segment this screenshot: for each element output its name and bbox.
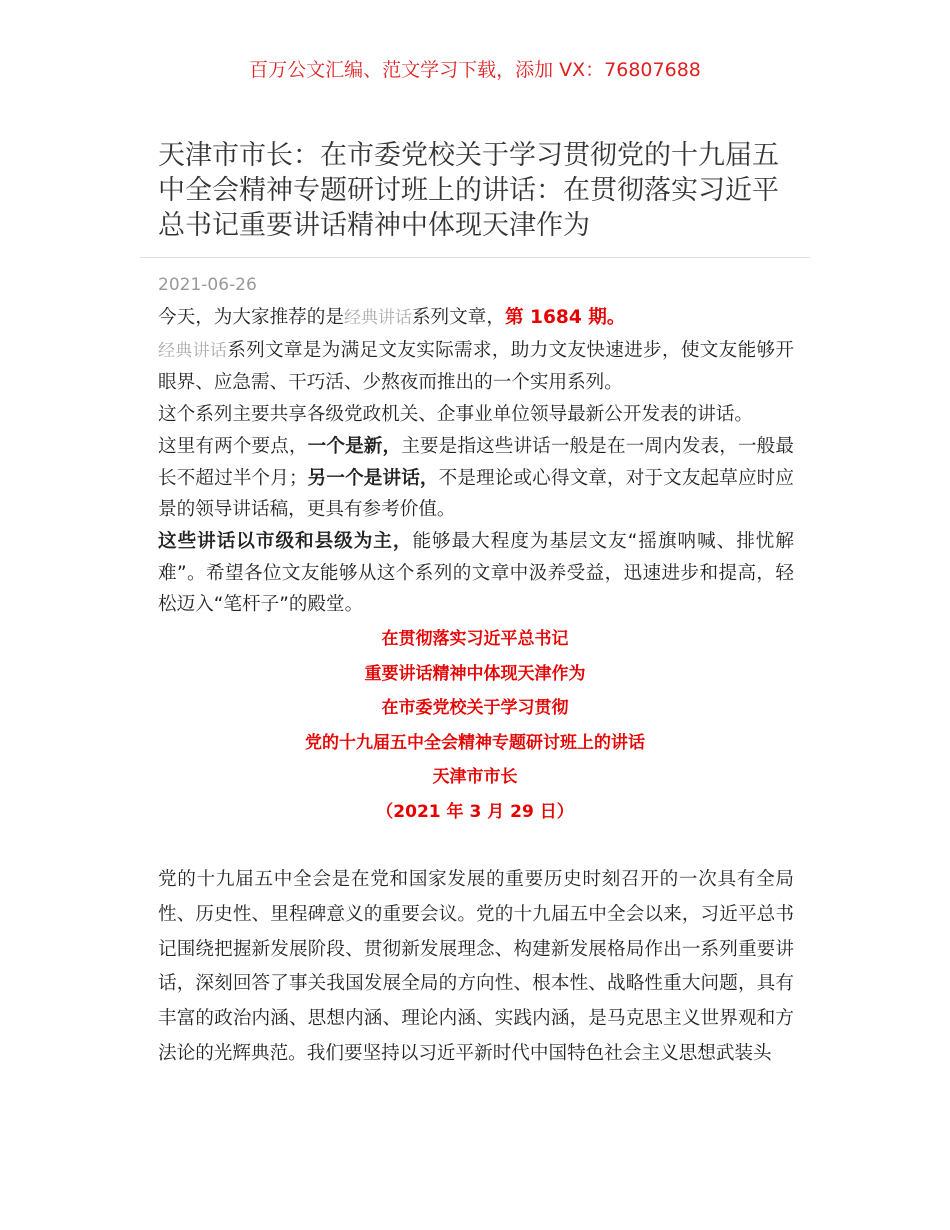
intro-section bbox=[158, 302, 794, 621]
text-segment: 不是理论或心得文章，对于文友起草应时应景的领导讲话稿，更具有参考价值。 bbox=[158, 467, 794, 521]
speaker: 天津市市长 bbox=[432, 767, 518, 788]
intro-paragraph bbox=[158, 399, 794, 431]
bold-text: 另一个是讲话， bbox=[307, 467, 439, 489]
bold-text: 一个是新， bbox=[307, 435, 402, 457]
text-segment: 能够最大程度为基层文友“摇旗呐喊、排忧解难”。希望各位文友能够从这个系列的文章中汲养受益，迅速进步和提高，轻松迈入“笔杆子”的殿堂。 bbox=[158, 530, 794, 616]
speech-headings bbox=[0, 622, 950, 830]
heading-line: 在贯彻落实习近平总书记 bbox=[381, 629, 569, 649]
intro-paragraph bbox=[158, 526, 794, 621]
speech-date: （2021 年 3 月 29 日） bbox=[376, 801, 574, 822]
heading-line: 重要讲话精神中体现天津作为 bbox=[364, 663, 586, 684]
heading-line: 在市委党校关于学习贯彻 bbox=[381, 698, 569, 719]
light-text: 经典讲话 bbox=[343, 308, 412, 328]
article-title: 天津市市长：在市委党校关于学习贯彻党的十九届五中全会精神专题研讨班上的讲话：在贯彻落实习近平总书记重要讲话精神中体现天津作为 bbox=[158, 140, 779, 241]
heading-line: 党的十九届五中全会精神专题研讨班上的讲话 bbox=[305, 732, 645, 753]
publish-date: 2021-06-26 bbox=[158, 275, 257, 295]
text-segment: 这个系列主要共享各级党政机关、企事业单位领导最新公开发表的讲话。 bbox=[158, 404, 754, 426]
text-segment: 系列文章是为满足文友实际需求，助力文友快速进步，使文友能够开眼界、应急需、干巧活、少熬夜而推出的一个实用系列。 bbox=[158, 339, 794, 394]
red-text: 第 1684 期。 bbox=[504, 307, 626, 328]
text-segment: 这里有两个要点， bbox=[158, 435, 308, 457]
promo-banner: 百万公文汇编、范文学习下载，添加 VX：76807688 bbox=[249, 59, 701, 81]
intro-paragraph bbox=[158, 302, 794, 335]
bold-text: 这些讲话以市级和县级为主， bbox=[158, 530, 413, 552]
intro-paragraph bbox=[158, 431, 794, 526]
body-paragraph: 党的十九届五中全会是在党和国家发展的重要历史时刻召开的一次具有全局性、历史性、里程碑意义的重要会议。党的十九届五中全会以来，习近平总书记围绕把握新发展阶段、贯彻新发展理念、构建新发展格局作出一系列重要讲话，深刻回答了事关我国发展全局的方向性、根本性、战略性重大问题，具有丰富的政治内涵、思想内涵、理论内涵、实践内涵，是马克思主义世界观和方法论的光辉典范。我们要坚持以习近平新时代中国特色社会主义思想武装头 bbox=[158, 869, 794, 1064]
text-segment: 主要是指这些讲话一般是在一周内发表，一般最长不超过半个月； bbox=[158, 435, 794, 489]
text-segment: 系列文章， bbox=[411, 307, 505, 328]
divider bbox=[140, 257, 810, 258]
light-text: 经典讲话 bbox=[158, 340, 228, 361]
text-segment: 今天，为大家推荐的是 bbox=[158, 307, 344, 328]
intro-paragraph bbox=[158, 335, 794, 399]
